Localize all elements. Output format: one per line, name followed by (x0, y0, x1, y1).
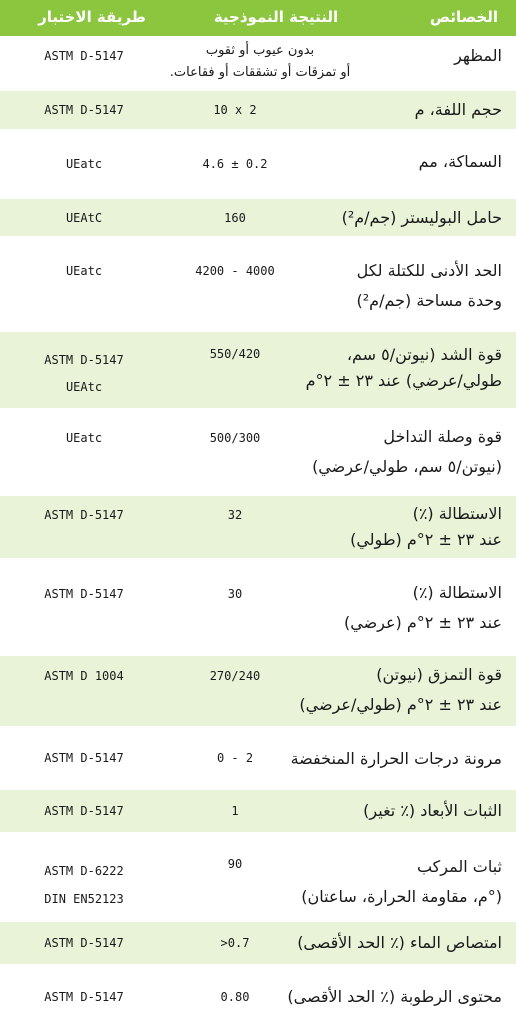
table-row (0, 558, 516, 656)
table-row (0, 726, 516, 790)
method-line: ASTM D-5147 (44, 508, 124, 522)
table-header (0, 0, 516, 36)
method-line: ASTM D-5147 (44, 990, 124, 1004)
property-cell (254, 930, 502, 956)
method-line: ASTM D-5147 (44, 587, 124, 601)
property-line: قوة وصلة التداخل (383, 427, 502, 446)
table-row (0, 199, 516, 236)
property-cell (254, 342, 502, 394)
method-cell (14, 157, 154, 171)
header-property: الخصائص (429, 8, 498, 26)
table-row (0, 832, 516, 922)
method-cell (14, 264, 154, 278)
result-cell: 10 x 2 (213, 103, 257, 117)
result-cell: 32 (227, 508, 243, 522)
result-cell: 90 (227, 857, 243, 871)
result-cell: 0.80 (220, 990, 250, 1004)
result-line: بدون عيوب أو ثقوب (205, 43, 315, 58)
table-row (0, 922, 516, 964)
property-cell (254, 256, 502, 316)
property-line: امتصاص الماء (٪ الحد الأقصى) (297, 933, 502, 952)
method-line: ASTM D-5147 (44, 751, 124, 765)
property-cell (254, 746, 502, 772)
result-cell: 550/420 (209, 347, 261, 361)
property-cell (254, 984, 502, 1010)
method-cell (14, 936, 154, 950)
method-cell (14, 751, 154, 765)
property-line: قوة الشد (نيوتن/٥ سم، (346, 345, 502, 364)
method-line: ASTM D-5147 (44, 804, 124, 818)
property-line: الثبات الأبعاد (٪ تغير) (363, 801, 502, 820)
result-cell: 270/240 (209, 669, 261, 683)
property-line: المظهر (454, 46, 502, 65)
method-cell (14, 990, 154, 1004)
result-line: أو تمزقات أو تشققات أو فقاعات. (169, 65, 351, 80)
property-line: محتوى الرطوبة (٪ الحد الأقصى) (287, 987, 502, 1006)
table-row (0, 408, 516, 496)
result-cell: 4.6 ± 0.2 (202, 157, 268, 171)
property-cell (254, 149, 502, 175)
method-cell (14, 669, 154, 683)
property-line: (°م، مقاومة الحرارة، ساعتان) (301, 887, 502, 906)
method-cell (14, 587, 154, 601)
header-method: طريقة الاختبار (38, 8, 146, 26)
property-cell (254, 852, 502, 912)
method-cell (14, 211, 154, 225)
table-row (0, 91, 516, 129)
result-cell (120, 40, 400, 84)
method-cell (14, 49, 154, 63)
result-cell: 0 - 2 (216, 751, 254, 765)
property-line: السماكة، مم (418, 152, 502, 171)
method-cell (14, 431, 154, 445)
table-row (0, 790, 516, 832)
property-line: الاستطالة (٪) (412, 583, 502, 602)
method-line: ASTM D-5147 (44, 49, 124, 63)
property-cell (254, 501, 502, 553)
property-line: حامل البوليستر (جم/م²) (341, 208, 502, 227)
property-cell (254, 422, 502, 482)
method-cell (14, 347, 154, 401)
method-line: ASTM D 1004 (44, 669, 124, 683)
table-row (0, 236, 516, 332)
property-line: طولي/عرضي) عند ٢٣ ± ٢°م (305, 371, 502, 390)
method-line: ASTM D-6222 (44, 864, 124, 878)
table-row (0, 496, 516, 558)
property-line: عند ٢٣ ± ٢°م (عرضي) (344, 613, 502, 632)
property-line: قوة التمزق (نيوتن) (376, 665, 502, 684)
result-cell: >0.7 (220, 936, 250, 950)
method-cell (14, 103, 154, 117)
property-line: عند ٢٣ ± ٢°م (طولي) (350, 530, 502, 549)
method-line: UEAtc (65, 380, 103, 394)
property-cell (254, 660, 502, 720)
result-cell: 1 (231, 804, 239, 818)
method-line: UEatc (65, 431, 103, 445)
table-row (0, 36, 516, 91)
property-line: عند ٢٣ ± ٢°م (طولي/عرضي) (299, 695, 502, 714)
method-line: UEatc (65, 157, 103, 171)
table-row (0, 129, 516, 199)
method-line: UEAtC (65, 211, 103, 225)
result-cell: 30 (227, 587, 243, 601)
header-result: النتيجة النموذجية (213, 8, 339, 26)
table-row (0, 332, 516, 408)
property-line: وحدة مساحة (جم/م²) (356, 291, 502, 310)
method-cell (14, 857, 154, 913)
property-line: الحد الأدنى للكتلة لكل (356, 261, 502, 280)
result-cell: 160 (224, 211, 246, 225)
property-line: (نيوتن/٥ سم، طولي/عرضي) (312, 457, 502, 476)
property-cell (254, 205, 502, 231)
method-line: UEatc (65, 264, 103, 278)
method-line: ASTM D-5147 (44, 103, 124, 117)
property-line: حجم اللفة، م (414, 100, 502, 119)
method-line: ASTM D-5147 (44, 353, 124, 367)
property-line: الاستطالة (٪) (412, 504, 502, 523)
property-line: ثبات المركب (416, 857, 502, 876)
table-row (0, 964, 516, 1024)
property-cell (254, 798, 502, 824)
method-line: ASTM D-5147 (44, 936, 124, 950)
table-row (0, 656, 516, 726)
result-cell: 4200 - 4000 (195, 264, 275, 278)
method-line: DIN EN52123 (44, 892, 124, 906)
property-line: مرونة درجات الحرارة المنخفضة (290, 749, 502, 768)
property-cell (254, 578, 502, 638)
property-cell (254, 97, 502, 123)
result-cell: 500/300 (209, 431, 261, 445)
method-cell (14, 508, 154, 522)
method-cell (14, 804, 154, 818)
